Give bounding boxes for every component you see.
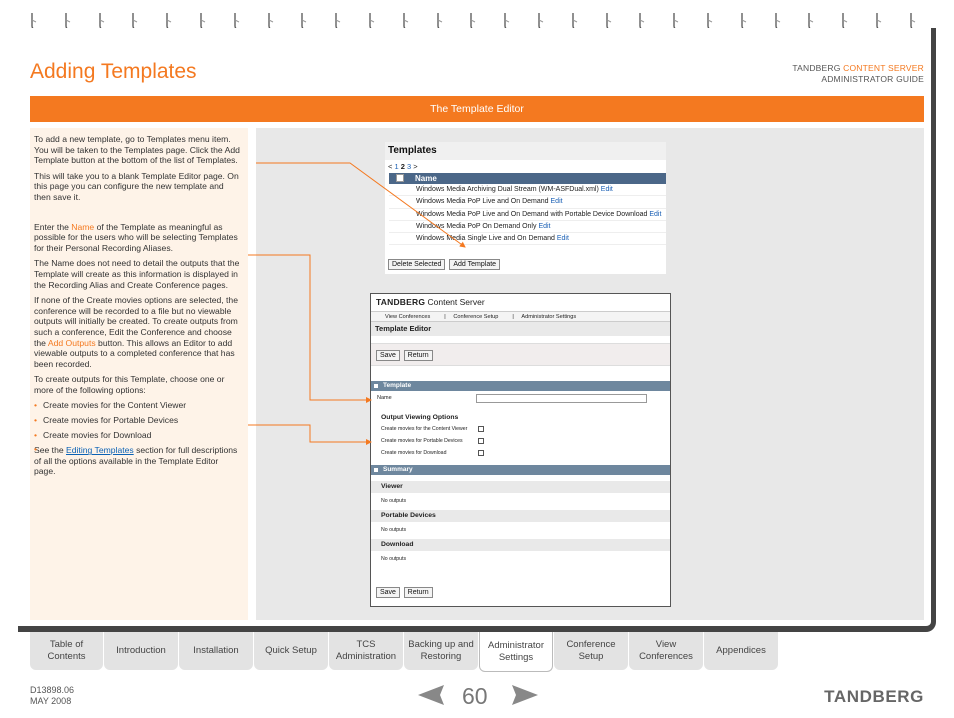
tab-quick-setup[interactable]: Quick Setup	[254, 632, 328, 670]
binder-ring-icon	[740, 12, 746, 28]
guide-name: ADMINISTRATOR GUIDE	[821, 74, 924, 84]
select-all-checkbox[interactable]	[396, 174, 404, 182]
brand-product: CONTENT SERVER	[843, 63, 924, 73]
page-number: 60	[462, 683, 488, 709]
binder-ring-icon	[334, 12, 340, 28]
return-button[interactable]: Return	[404, 350, 433, 361]
edit-link[interactable]: Edit	[556, 235, 569, 243]
save-button[interactable]: Save	[376, 350, 400, 361]
binder-ring-icon	[774, 12, 780, 28]
pager-page-2[interactable]: 2	[400, 162, 405, 171]
list-item: • Create movies for the Content Viewer	[34, 400, 242, 411]
list-item: • Create movies for Download	[34, 430, 242, 441]
binder-ring-icon	[571, 12, 577, 28]
tab-administrator-settings[interactable]: Administrator Settings	[479, 632, 553, 672]
para-7: See the Editing Templates section for full descriptions of all the options available in the Template Editor page.	[34, 445, 238, 477]
summary-download-value: No outputs	[381, 556, 407, 562]
table-row[interactable]: Windows Media Archiving Dual Stream (WM-ASFDual.xml) Edit	[389, 184, 666, 196]
edit-link[interactable]: Edit	[550, 198, 563, 206]
output-viewing-heading: Output Viewing Options	[381, 414, 459, 421]
binder-ring-icon	[98, 12, 104, 28]
content-viewer-checkbox[interactable]	[478, 426, 484, 432]
binder-ring-icon	[469, 12, 475, 28]
brand-name: TANDBERG	[792, 63, 844, 73]
binder-ring-icon	[199, 12, 205, 28]
delete-selected-button[interactable]: Delete Selected	[388, 259, 445, 270]
download-checkbox[interactable]	[478, 450, 484, 456]
templates-pager	[385, 160, 666, 173]
para-5: If none of the Create movies options are selected, the conference will be recorded to a file but no viewable outputs will initially be created. To create outputs from such a conference, Edit the Conference and choose the Add Outputs button. This allows an Editor to add viewable outputs to a completed conference that has been recorded.	[34, 295, 238, 369]
option-download: Create movies for Download	[371, 447, 670, 459]
summary-section-header[interactable]: Summary	[371, 465, 670, 475]
tab-backing-up-and-restoring[interactable]: Backing up and Restoring	[404, 632, 478, 670]
binder-ring-icon	[267, 12, 273, 28]
para-3: Enter the Name of the Template as meaningful as possible for the users who will be selecting Templates for their Personal Recording Aliases.	[34, 221, 238, 253]
pager-prev[interactable]: <	[388, 162, 393, 171]
binder-ring-icon	[300, 12, 306, 28]
binder-ring-icon	[807, 12, 813, 28]
pager-page-3[interactable]: 3	[407, 162, 412, 171]
binder-ring-icon	[672, 12, 678, 28]
summary-viewer-heading: Viewer	[371, 481, 670, 493]
binder-ring-icon	[165, 12, 171, 28]
tab-view-conferences[interactable]: View Conferences	[629, 632, 703, 670]
document-number: D13898.06 MAY 2008	[30, 685, 75, 706]
save-button-bottom[interactable]: Save	[376, 587, 400, 598]
binder-ring-icon	[64, 12, 70, 28]
collapse-icon	[374, 468, 378, 472]
tab-tcs-administration[interactable]: TCS Administration	[329, 632, 403, 670]
portable-devices-checkbox[interactable]	[478, 438, 484, 444]
list-item: • Create movies for Portable Devices	[34, 415, 242, 426]
page-title: Adding Templates	[30, 60, 197, 83]
name-highlight: Name	[71, 221, 95, 232]
instructions-panel	[30, 128, 248, 620]
binder-ring-icon	[706, 12, 712, 28]
binder-ring-icon	[638, 12, 644, 28]
binder-ring-icon	[436, 12, 442, 28]
summary-download-heading: Download	[371, 539, 670, 551]
guide-header	[792, 63, 924, 85]
table-row[interactable]: Windows Media PoP Live and On Demand with Portable Device Download Edit	[389, 209, 666, 221]
name-row: Name	[371, 391, 670, 406]
nav-administrator-settings[interactable]: Administrator Settings	[521, 314, 577, 320]
editor-nav: View Conferences | Conference Setup | Administrator Settings	[371, 311, 670, 322]
tab-appendices[interactable]: Appendices	[704, 632, 778, 670]
para-1: To add a new template, go to Templates menu item. You will be taken to the Templates page. Click the Add Template button at the bottom of the list of Templates.	[34, 134, 240, 166]
add-template-button[interactable]: Add Template	[449, 259, 500, 270]
editing-templates-link[interactable]: Editing Templates	[66, 445, 134, 456]
templates-screenshot	[385, 142, 666, 274]
options-list	[34, 400, 242, 440]
para-2: This will take you to a blank Template Editor page. On this page you can configure the new template and then save it.	[34, 170, 239, 202]
summary-portable-heading: Portable Devices	[371, 510, 670, 522]
template-section-header[interactable]: Template	[371, 381, 670, 391]
edit-link[interactable]: Edit	[538, 222, 551, 230]
templates-title: Templates	[385, 142, 666, 160]
summary-viewer-value: No outputs	[381, 498, 407, 504]
binder-ring-icon	[30, 12, 36, 28]
binder-ring-icon	[233, 12, 239, 28]
pager-next[interactable]: >	[413, 162, 418, 171]
editor-brand: TANDBERG Content Server	[376, 297, 485, 307]
tab-introduction[interactable]: Introduction	[104, 632, 178, 670]
prev-page-arrow-icon	[418, 685, 444, 705]
binder-ring-icon	[402, 12, 408, 28]
pager-page-1[interactable]: 1	[394, 162, 399, 171]
return-button-bottom[interactable]: Return	[404, 587, 433, 598]
nav-conference-setup[interactable]: Conference Setup	[453, 314, 499, 320]
nav-view-conferences[interactable]: View Conferences	[385, 314, 431, 320]
binder-ring-icon	[368, 12, 374, 28]
tandberg-logo: TANDBERG	[824, 687, 924, 706]
template-editor-screenshot	[370, 293, 671, 607]
summary-portable-value: No outputs	[381, 527, 407, 533]
edit-link[interactable]: Edit	[600, 186, 613, 193]
add-outputs-highlight: Add Outputs	[47, 337, 96, 348]
table-row[interactable]: Windows Media PoP On Demand Only Edit	[389, 221, 666, 233]
tab-installation[interactable]: Installation	[179, 632, 253, 670]
name-input[interactable]	[476, 394, 647, 403]
editor-title: Template Editor	[371, 322, 670, 336]
next-page-arrow-icon	[512, 685, 538, 705]
binder-ring-icon	[909, 12, 915, 28]
binder-ring-icon	[841, 12, 847, 28]
binder-ring-icon	[537, 12, 543, 28]
para-6: To create outputs for this Template, choose one or more of the following options:	[34, 374, 225, 395]
table-row[interactable]: Windows Media PoP Live and On Demand Edit	[389, 196, 666, 208]
tab-table-of-contents[interactable]: Table of Contents	[30, 632, 103, 670]
edit-link[interactable]: Edit	[649, 210, 662, 218]
binder-ring-icon	[605, 12, 611, 28]
collapse-icon	[374, 384, 378, 388]
table-row[interactable]: Windows Media Single Live and On Demand Edit	[389, 233, 666, 245]
binder-ring-icon	[131, 12, 137, 28]
para-4: The Name does not need to detail the outputs that the Template will create as this information is displayed in the Recording Alias and Create Conference pages.	[34, 258, 240, 290]
option-content-viewer: Create movies for the Content Viewer	[371, 423, 670, 435]
tab-conference-setup[interactable]: Conference Setup	[554, 632, 628, 670]
binder-ring-icon	[503, 12, 509, 28]
option-portable-devices: Create movies for Portable Devices	[371, 435, 670, 447]
editor-top-buttons	[371, 343, 670, 366]
name-column-header: Name	[389, 173, 666, 184]
binder-ring-icon	[875, 12, 881, 28]
section-bar: The Template Editor	[30, 96, 924, 122]
